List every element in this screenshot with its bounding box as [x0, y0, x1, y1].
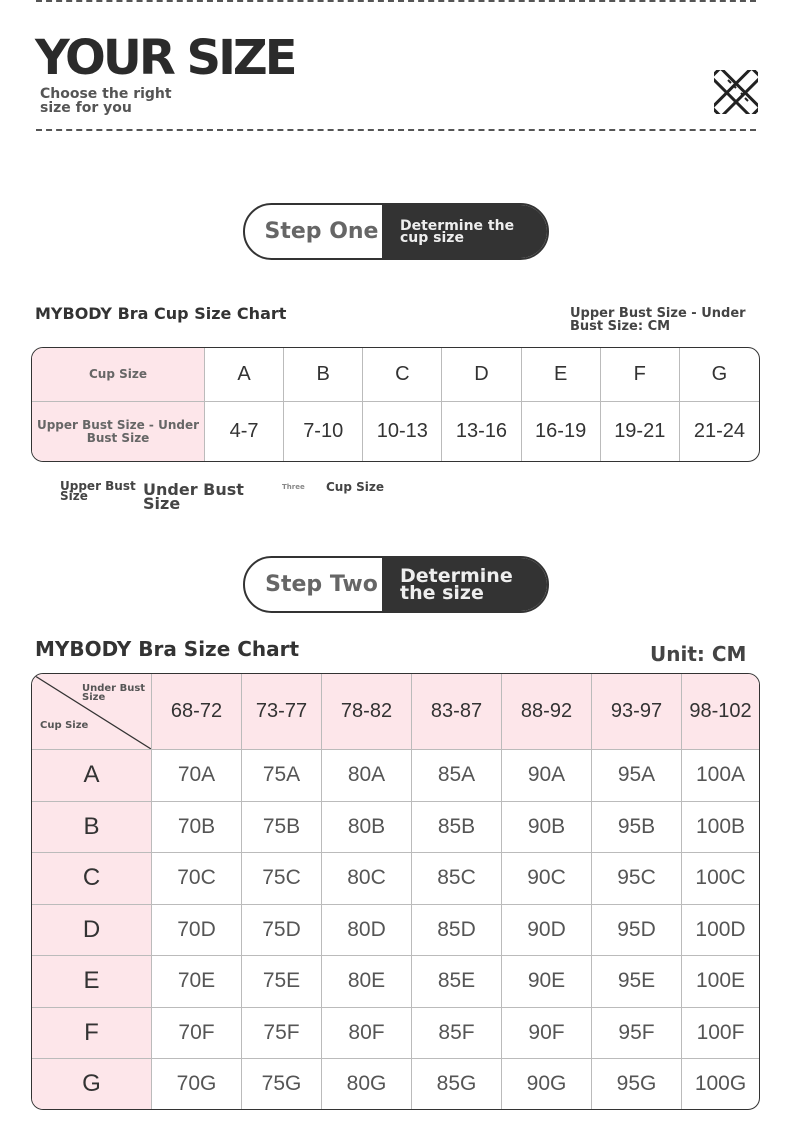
cup-row-header: B	[32, 802, 152, 854]
size-cell: 90F	[502, 1008, 592, 1060]
cup-size-header: Cup Size	[32, 348, 205, 402]
page-title: YOUR SIZE	[35, 30, 295, 86]
size-cell: 95E	[592, 956, 682, 1008]
cup-size-table	[31, 347, 760, 462]
range-cell: 10-13	[363, 402, 442, 461]
bra-size-table	[31, 673, 760, 1110]
ruler-pencil-icon	[714, 70, 758, 114]
under-bust-column-header: 98-102	[682, 674, 759, 750]
size-cell: 80B	[322, 802, 412, 854]
size-cell: 90B	[502, 802, 592, 854]
top-divider	[36, 0, 756, 2]
size-cell: 70B	[152, 802, 242, 854]
table-row	[32, 905, 759, 957]
cup-cell: F	[601, 348, 680, 402]
size-chart-title: MYBODY Bra Size Chart	[35, 637, 300, 661]
size-cell: 70A	[152, 750, 242, 802]
under-bust-column-header: 83-87	[412, 674, 502, 750]
step-one-pill	[243, 203, 549, 260]
size-cell: 70G	[152, 1059, 242, 1109]
size-cell: 80C	[322, 853, 412, 905]
size-cell: 75A	[242, 750, 322, 802]
size-cell: 85C	[412, 853, 502, 905]
under-bust-column-header: 93-97	[592, 674, 682, 750]
step-one-label: Step One	[264, 219, 379, 244]
cup-cell: E	[522, 348, 601, 402]
step-one-description: Determine the cup size	[382, 205, 547, 258]
bust-difference-header: Upper Bust Size - Under Bust Size	[32, 402, 205, 461]
size-cell: 95F	[592, 1008, 682, 1060]
size-cell: 100C	[682, 853, 759, 905]
cup-cell: C	[363, 348, 442, 402]
cup-row-header: C	[32, 853, 152, 905]
cup-cell: B	[284, 348, 363, 402]
range-cell: 21-24	[693, 420, 745, 443]
corner-cup-size-label: Cup Size	[40, 720, 89, 731]
size-cell: 75C	[242, 853, 322, 905]
corner-header-cell	[32, 674, 152, 750]
size-cell: 100B	[682, 802, 759, 854]
page-subtitle: Choose the right size for you	[40, 86, 172, 116]
size-cell: 70F	[152, 1008, 242, 1060]
table-row	[32, 956, 759, 1008]
cup-cell: G	[680, 348, 759, 402]
cup-chart-unit: Upper Bust Size - Under Bust Size: CM	[570, 306, 746, 334]
size-cell: 75B	[242, 802, 322, 854]
step-two-description: Determine the size	[382, 558, 547, 611]
under-bust-column-header: 68-72	[152, 674, 242, 750]
table-row	[32, 853, 759, 905]
range-cell: 16-19	[522, 402, 601, 461]
under-bust-column-header: 78-82	[322, 674, 412, 750]
size-cell: 90G	[502, 1059, 592, 1109]
legend-upper-bust: Upper Bust Size	[60, 479, 136, 503]
table-row	[32, 802, 759, 854]
cup-row-header: G	[32, 1059, 152, 1109]
range-row	[32, 402, 759, 461]
size-cell: 90E	[502, 956, 592, 1008]
cup-row-header: F	[32, 1008, 152, 1060]
range-cell: 13-16	[442, 402, 521, 461]
size-cell: 90A	[502, 750, 592, 802]
size-chart-unit: Unit: CM	[650, 642, 747, 666]
header-divider	[36, 129, 756, 131]
size-cell: 85G	[412, 1059, 502, 1109]
cup-row-header: D	[32, 905, 152, 957]
size-cell: 75G	[242, 1059, 322, 1109]
size-cell: 100E	[682, 956, 759, 1008]
size-cell: 70C	[152, 853, 242, 905]
size-cell: 85A	[412, 750, 502, 802]
size-cell: 80A	[322, 750, 412, 802]
table-row	[32, 750, 759, 802]
range-cell: 4-7	[205, 402, 284, 461]
under-bust-column-header: 88-92	[502, 674, 592, 750]
size-cell: 100A	[682, 750, 759, 802]
size-cell: 85D	[412, 905, 502, 957]
size-cell: 80E	[322, 956, 412, 1008]
size-cell: 85F	[412, 1008, 502, 1060]
size-cell: 70E	[152, 956, 242, 1008]
size-cell: 95D	[592, 905, 682, 957]
legend-under-bust: Under Bust Size	[143, 480, 244, 513]
range-cell: 19-21	[601, 402, 680, 461]
table-row	[32, 1008, 759, 1060]
under-bust-column-header: 73-77	[242, 674, 322, 750]
step-two-label: Step Two	[265, 572, 378, 597]
corner-under-bust-label: Under Bust Size	[82, 683, 146, 703]
size-cell: 85E	[412, 956, 502, 1008]
size-cell: 100D	[682, 905, 759, 957]
size-cell: 75F	[242, 1008, 322, 1060]
table-row	[32, 1059, 759, 1109]
cup-chart-title: MYBODY Bra Cup Size Chart	[35, 304, 287, 323]
cup-row	[32, 348, 759, 402]
size-cell: 95A	[592, 750, 682, 802]
size-cell: 70D	[152, 905, 242, 957]
cup-cell: A	[205, 348, 284, 402]
size-cell: 85B	[412, 802, 502, 854]
size-cell: 100F	[682, 1008, 759, 1060]
range-cell: 7-10	[284, 402, 363, 461]
size-cell: 80G	[322, 1059, 412, 1109]
size-cell: 75D	[242, 905, 322, 957]
cup-row-header: E	[32, 956, 152, 1008]
legend-cup-size: Cup Size	[326, 480, 384, 494]
cup-row-header: A	[32, 750, 152, 802]
size-cell: 80F	[322, 1008, 412, 1060]
size-header-row	[32, 674, 759, 750]
size-cell: 90C	[502, 853, 592, 905]
cup-cell: D	[442, 348, 521, 402]
size-cell: 95G	[592, 1059, 682, 1109]
legend-three: Three	[282, 483, 305, 491]
size-cell: 75E	[242, 956, 322, 1008]
step-two-pill	[243, 556, 549, 613]
size-cell: 95C	[592, 853, 682, 905]
size-cell: 90D	[502, 905, 592, 957]
size-cell: 95B	[592, 802, 682, 854]
size-cell: 80D	[322, 905, 412, 957]
size-cell: 100G	[694, 1072, 747, 1096]
